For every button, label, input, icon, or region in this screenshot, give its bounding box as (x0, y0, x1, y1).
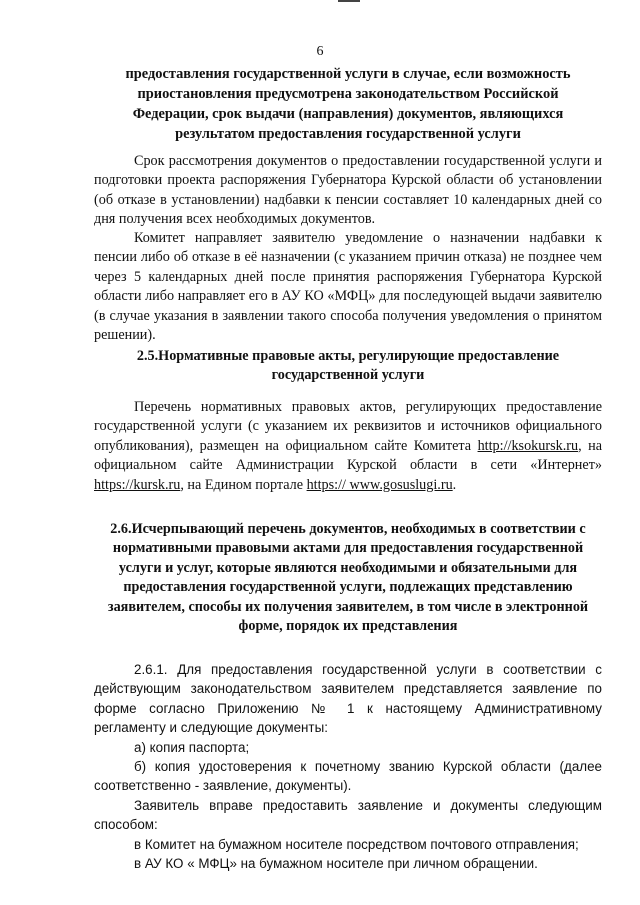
text-part: , на Едином портале (180, 476, 307, 493)
link-gosuslugi[interactable]: https:// www.gosuslugi.ru (306, 476, 453, 493)
section-heading-2-6: 2.6.Исчерпывающий перечень документов, необходимых в соответствии с нормативными правовыми актами для предоставления государственной услуги и услуг, которые являются необходимыми и обязательными для предоставления государственной услуги, подлежащих представлению заявителем, способы их получения заявителем, в том числе в электронной форме, порядок их представления (107, 521, 589, 635)
paragraph-text: Заявитель вправе предоставить заявление и документы следующим способом: (94, 797, 602, 833)
link-ksokursk[interactable]: http://ksokursk.ru (477, 437, 579, 454)
paragraph-text: Срок рассмотрения документов о предоставлении государственной услуги и подготовки проекта распоряжения Губернатора Курской области об установлении (об отказе в установлении) надбавки к пенсии составляет 10 календарных дней со дня получения всех необходимых документов. (94, 153, 602, 228)
list-item-passport: а) копия паспорта; (134, 739, 250, 755)
text-part: , на официальном сайте Администрации Курской области в сети «Интернет» (94, 437, 602, 474)
paragraph-review-term (94, 152, 602, 230)
section-heading-2-5: 2.5.Нормативные правовые акты, регулирующие предоставление государственной услуги (136, 348, 560, 384)
text-part: . (452, 476, 457, 493)
section-heading-deadline: предоставления государственной услуги в случае, если возможность приостановления предусмотрена законодательством Российской Федерации, срок выдачи (направления) документов, являющихся результатом предоставления государственной услуги (125, 66, 571, 142)
paragraph-legal-acts (94, 398, 602, 495)
list-item-post: в Комитет на бумажном носителе посредством почтового отправления; (134, 836, 579, 852)
paragraph-text (94, 398, 602, 495)
text-part: Перечень нормативных правовых актов, регулирующих предоставление государственной услуги (с указанием их реквизитов и источников официального опубликования), размещен на официальном сайте Комитета (94, 399, 602, 454)
list-item-certificate: б) копия удостоверения к почетному званию Курской области (далее соответственно - заявление, документы). (94, 759, 602, 794)
paragraph-documents-list (94, 660, 602, 873)
paragraph-text: Комитет направляет заявителю уведомление о назначении надбавки к пенсии либо об отказе в её назначении (с указанием причин отказа) не позднее чем через 5 календарных дней после принятия распоряжения Губернатора Курской области либо направляет его в АУ КО «МФЦ» для последующей выдачи заявителю (в случае указания в заявлении такого способа получения уведомления о принятом решении). (94, 230, 602, 344)
page-number: 6 (316, 44, 324, 59)
paragraph-notification (94, 229, 602, 345)
link-kursk[interactable]: https://kursk.ru (94, 476, 181, 493)
paragraph-text: 2.6.1. Для предоставления государственной услуги в соответствии с действующим законодательством заявителем представляется заявление по форме согласно Приложению № 1 к настоящему Административному регламенту и следующие документы: (94, 662, 602, 736)
scan-mark (338, 0, 360, 2)
list-item-mfc: в АУ КО « МФЦ» на бумажном носителе при личном обращении. (134, 856, 538, 872)
